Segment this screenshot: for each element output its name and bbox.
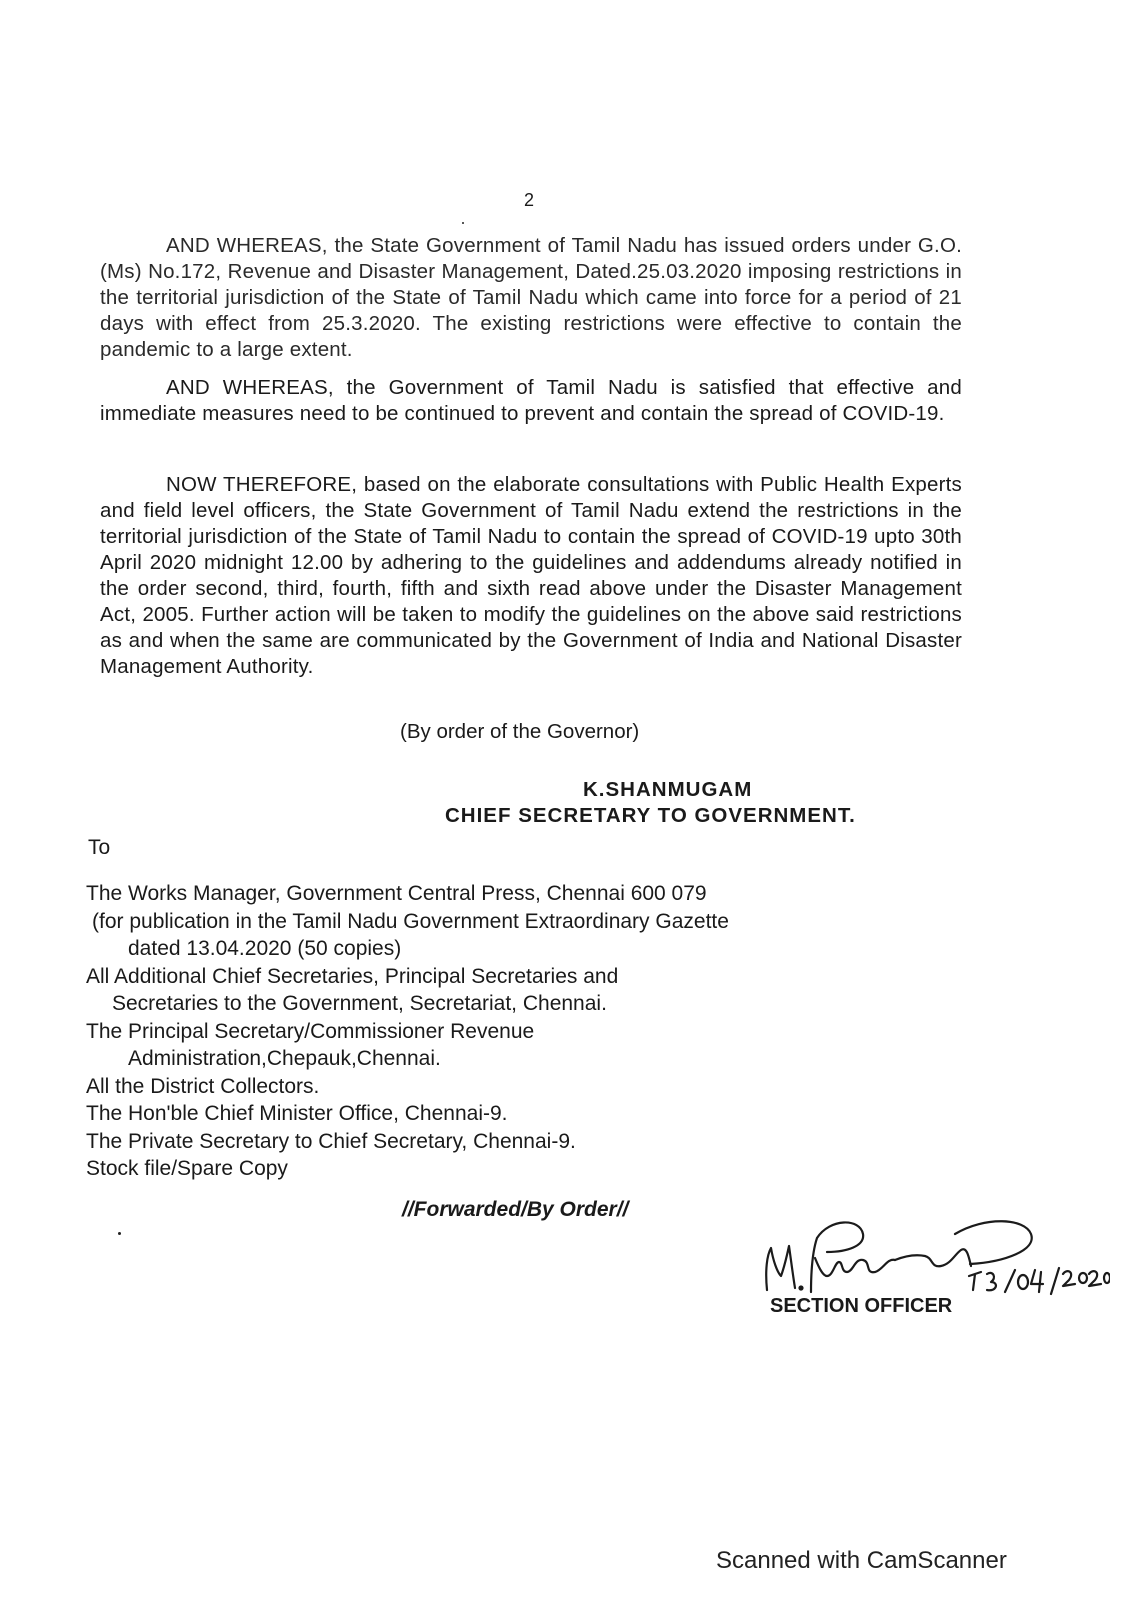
recipient-line: All the District Collectors. xyxy=(86,1074,320,1098)
paragraph-text: AND WHEREAS, the Government of Tamil Nadu is satisfied that effective and immediate measures need to be continued to prevent and contain the spread of COVID-19. xyxy=(100,376,962,425)
recipient-line: Administration,Chepauk,Chennai. xyxy=(128,1047,441,1070)
signatory-title: CHIEF SECRETARY TO GOVERNMENT. xyxy=(445,804,856,827)
to-label: To xyxy=(88,836,111,859)
recipient-list xyxy=(86,880,729,1183)
recipient-line: The Hon'ble Chief Minister Office, Chennai-9. xyxy=(86,1102,508,1125)
recipient-line: The Works Manager, Government Central Press, Chennai 600 079 xyxy=(86,882,707,905)
speck-dot xyxy=(462,222,464,224)
page-number: 2 xyxy=(524,190,535,210)
recipient-line: Stock file/Spare Copy xyxy=(86,1157,288,1180)
signatory-name: K.SHANMUGAM xyxy=(583,778,753,801)
recipient-line: Secretaries to the Government, Secretariat, Chennai. xyxy=(112,992,607,1015)
paragraph-text: NOW THEREFORE, based on the elaborate consultations with Public Health Experts and field level officers, the State Government of Tamil Nadu extend the restrictions in the territorial jurisdiction of the State of Tamil Nadu to contain the spread of COVID-19 upto 30th April 2020 midnight 12.00 by adhering to the guidelines and addendums already notified in the order second, third, fourth, fifth and sixth read above under the Disaster Management Act, 2005. Further action will be taken to modify the guidelines on the above said restrictions as and when the same are communicated by the Government of India and National Disaster Management Authority. xyxy=(100,473,962,678)
paragraph-now-therefore xyxy=(100,472,962,680)
speck-dot xyxy=(118,1232,121,1235)
recipient-line: The Private Secretary to Chief Secretary, Chennai-9. xyxy=(86,1129,576,1153)
by-order-line: (By order of the Governor) xyxy=(400,720,640,743)
recipient-line: All Additional Chief Secretaries, Principal Secretaries and xyxy=(86,964,619,988)
section-officer-label: SECTION OFFICER xyxy=(770,1295,953,1317)
forwarded-by-order: //Forwarded/By Order// xyxy=(402,1198,629,1221)
camscanner-watermark: Scanned with CamScanner xyxy=(716,1547,1007,1574)
recipient-line: dated 13.04.2020 (50 copies) xyxy=(128,937,402,960)
recipient-line: (for publication in the Tamil Nadu Government Extraordinary Gazette xyxy=(92,909,729,933)
paragraph-and-whereas-2 xyxy=(100,375,962,427)
paragraph-text: AND WHEREAS, the State Government of Tamil Nadu has issued orders under G.O.(Ms) No.172, Revenue and Disaster Management, Dated.25.03.2020 imposing restrictions in the territorial jurisdiction of the State of Tamil Nadu which came into force for a period of 21 days with effect from 25.3.2020. The existing restrictions were effective to contain the pandemic to a large extent. xyxy=(100,234,962,361)
recipient-line: The Principal Secretary/Commissioner Revenue xyxy=(86,1019,535,1043)
paragraph-and-whereas-1 xyxy=(100,233,962,363)
